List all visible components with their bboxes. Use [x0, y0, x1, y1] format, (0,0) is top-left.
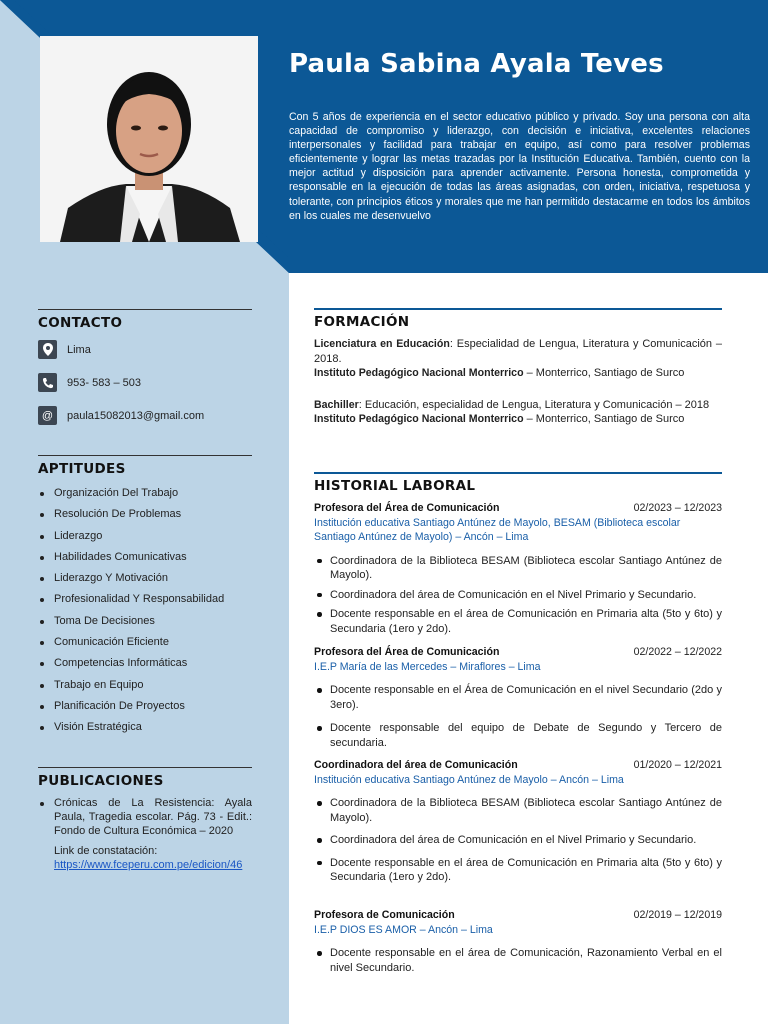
education-section [314, 308, 722, 427]
job-organization: Institución educativa Santiago Antúnez de Mayolo, BESAM (Biblioteca escolar Santiago Antúnez de Mayolo) [314, 516, 681, 543]
skill-item: Organización Del Trabajo [38, 483, 252, 504]
job-dates: 02/2023 – 12/2023 [633, 502, 722, 514]
skill-item: Habilidades Comunicativas [38, 547, 252, 568]
section-divider [314, 308, 722, 310]
institution-location: – Monterrico, Santiago de Surco [523, 413, 685, 425]
at-sign-icon: @ [38, 406, 57, 425]
job-role: Profesora del Área de Comunicación [314, 646, 500, 658]
job-role: Profesora del Área de Comunicación [314, 502, 500, 514]
job-dates: 02/2019 – 12/2019 [633, 909, 722, 921]
skill-item: Liderazgo Y Motivación [38, 568, 252, 589]
publications-header [38, 767, 252, 789]
education-entry [314, 398, 722, 427]
job-duty: Coordinadora del área de Comunicación en el Nivel Primario y Secundario. [314, 588, 722, 603]
contact-phone [38, 373, 141, 392]
skills-list [38, 483, 252, 739]
job-organization: I.E.P DIOS ES AMOR [314, 923, 417, 936]
skill-item: Profesionalidad Y Responsabilidad [38, 589, 252, 610]
job-location: – Miraflores – Lima [447, 660, 541, 673]
job-duty: Docente responsable en el Área de Comunicación en el nivel Secundario (2do y 3ero). [314, 683, 722, 712]
job-duty: Docente responsable en el área de Comunicación, Razonamiento Verbal en el nivel Secundario. [314, 946, 722, 975]
degree: Licenciatura en Educación [314, 338, 450, 350]
work-history-header [314, 472, 722, 494]
contact-title: CONTACTO [38, 315, 123, 331]
degree-detail: : Educación, especialidad de Lengua, Literatura y Comunicación – 2018 [358, 398, 710, 411]
education-entry [314, 337, 722, 381]
job-role: Coordinadora del área de Comunicación [314, 759, 518, 771]
job-duty: Coordinadora de la Biblioteca BESAM (Biblioteca escolar Santiago Antúnez de Mayolo). [314, 796, 722, 825]
contact-location [38, 340, 91, 359]
degree-detail: : Especialidad de Lengua, Literatura y Comunicación – 2018. [314, 338, 722, 365]
skill-item: Comunicación Eficiente [38, 632, 252, 653]
job-duty: Coordinadora del área de Comunicación en el Nivel Primario y Secundario. [314, 833, 722, 848]
job-organization: Institución educativa Santiago Antúnez de Mayolo [314, 773, 548, 786]
skills-section [38, 455, 252, 739]
section-divider [38, 455, 252, 456]
profile-photo [40, 36, 258, 242]
contact-section [38, 309, 252, 331]
job-entry [314, 908, 722, 975]
skill-item: Resolución De Problemas [38, 504, 252, 525]
education-title: FORMACIÓN [314, 314, 410, 330]
publication-link[interactable]: https://www.fceperu.com.pe/edicion/46 [54, 859, 243, 871]
skill-item: Planificación De Proyectos [38, 696, 252, 717]
publications-title: PUBLICACIONES [38, 773, 164, 789]
job-location: – Ancón – Lima [416, 923, 493, 936]
job-duty: Docente responsable en el área de Comunicación en Primaria alta (5to y 6to) y Secundaria (1ero y 2do). [314, 607, 722, 636]
job-dates: 01/2020 – 12/2021 [633, 759, 722, 771]
skill-item: Liderazgo [38, 526, 252, 547]
job-location: – Ancón – Lima [547, 773, 624, 786]
job-duty: Docente responsable en el área de Comunicación en Primaria alta (5to y 6to) y Secundaria (1ero y 2do). [314, 856, 722, 885]
institution: Instituto Pedagógico Nacional Monterrico [314, 367, 524, 379]
institution-location: – Monterrico, Santiago de Surco [523, 367, 685, 379]
job-location: – Ancón – Lima [452, 531, 529, 543]
skill-item: Competencias Informáticas [38, 653, 252, 674]
job-entry [314, 645, 722, 750]
contact-email [38, 406, 204, 425]
section-divider [38, 309, 252, 310]
publications-section [38, 796, 252, 872]
profile-summary: Con 5 años de experiencia en el sector educativo público y privado. Soy una persona con alta capacidad de compromiso y liderazgo, con decisión e iniciativa, excelentes relaciones interpersonales y facilidad para trabajar en equipo, así como para resolver problemas eficientemente y lograr las metas trazadas por la Institución Educativa. También, cuento con la mejor actitud y disposición para aprender activamente. Persona honesta, comprometida y responsable en la ejecución de todas las áreas asignadas, con orden, iniciativa, respetuosa y tolerante, con principios éticos y morales que me han permitido destacarme en todos los ámbitos en los cuales me desenvuelvo [289, 111, 750, 222]
job-duty: Coordinadora de la Biblioteca BESAM (Biblioteca escolar Santiago Antúnez de Mayolo). [314, 554, 722, 583]
location-pin-icon [38, 340, 57, 359]
publication-link-label: Link de constatación: [54, 845, 158, 857]
portrait-illustration [40, 36, 258, 242]
degree: Bachiller [314, 398, 359, 411]
section-divider [38, 767, 252, 768]
skill-item: Visión Estratégica [38, 717, 252, 738]
skills-title: APTITUDES [38, 461, 126, 477]
job-entry [314, 501, 722, 636]
job-role: Profesora de Comunicación [314, 909, 455, 921]
location-text: Lima [67, 343, 91, 356]
work-history-title: HISTORIAL LABORAL [314, 478, 476, 494]
phone-text: 953- 583 – 503 [67, 376, 142, 389]
job-organization: I.E.P María de las Mercedes [314, 660, 448, 673]
candidate-name: Paula Sabina Ayala Teves [289, 49, 664, 79]
institution: Instituto Pedagógico Nacional Monterrico [314, 413, 524, 425]
publication-item: Crónicas de La Resistencia: Ayala Paula, Tragedia escolar. Pág. 73 - Edit.: Fondo de Cultura Económica – 2020 [38, 796, 252, 838]
phone-icon [38, 373, 57, 392]
job-dates: 02/2022 – 12/2022 [633, 646, 722, 658]
job-duty: Docente responsable del equipo de Debate de Segundo y Tercero de secundaria. [314, 721, 722, 750]
skill-item: Trabajo en Equipo [38, 675, 252, 696]
skill-item: Toma De Decisiones [38, 611, 252, 632]
email-text[interactable]: paula15082013@gmail.com [67, 409, 205, 422]
section-divider [314, 472, 722, 474]
job-entry [314, 758, 722, 885]
